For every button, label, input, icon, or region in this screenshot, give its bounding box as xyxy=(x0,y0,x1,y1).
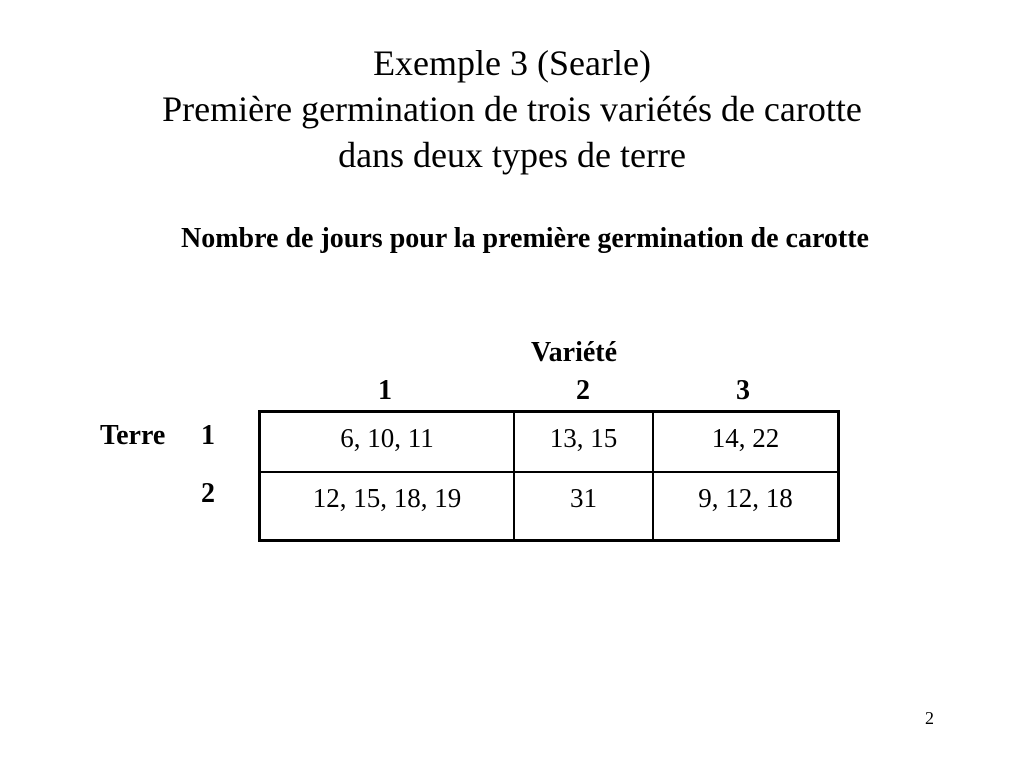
page-number: 2 xyxy=(925,708,934,728)
row-header-1: 1 xyxy=(201,420,215,451)
column-header-3: 3 xyxy=(736,375,750,406)
germination-table xyxy=(258,410,840,542)
row-header-2: 2 xyxy=(201,478,215,509)
row-group-label: Terre xyxy=(100,420,166,451)
title-line-3: dans deux types de terre xyxy=(338,135,686,175)
table-cell-r1-c3: 14, 22 xyxy=(654,413,837,473)
title-line-2: Première germination de trois variétés de carotte xyxy=(162,89,862,129)
column-header-2: 2 xyxy=(576,375,590,406)
column-group-label: Variété xyxy=(531,337,618,368)
column-header-1: 1 xyxy=(378,375,392,406)
title-line-1: Exemple 3 (Searle) xyxy=(373,43,651,83)
table-cell-r2-c2: 31 xyxy=(515,473,654,539)
table-cell-r1-c1: 6, 10, 11 xyxy=(261,413,515,473)
table-cell-r1-c2: 13, 15 xyxy=(515,413,654,473)
slide-title xyxy=(0,40,1024,178)
table-caption: Nombre de jours pour la première germination de carotte xyxy=(181,223,869,254)
table-cell-r2-c3: 9, 12, 18 xyxy=(698,483,793,513)
table-cell-r2-c1: 12, 15, 18, 19 xyxy=(261,473,515,539)
